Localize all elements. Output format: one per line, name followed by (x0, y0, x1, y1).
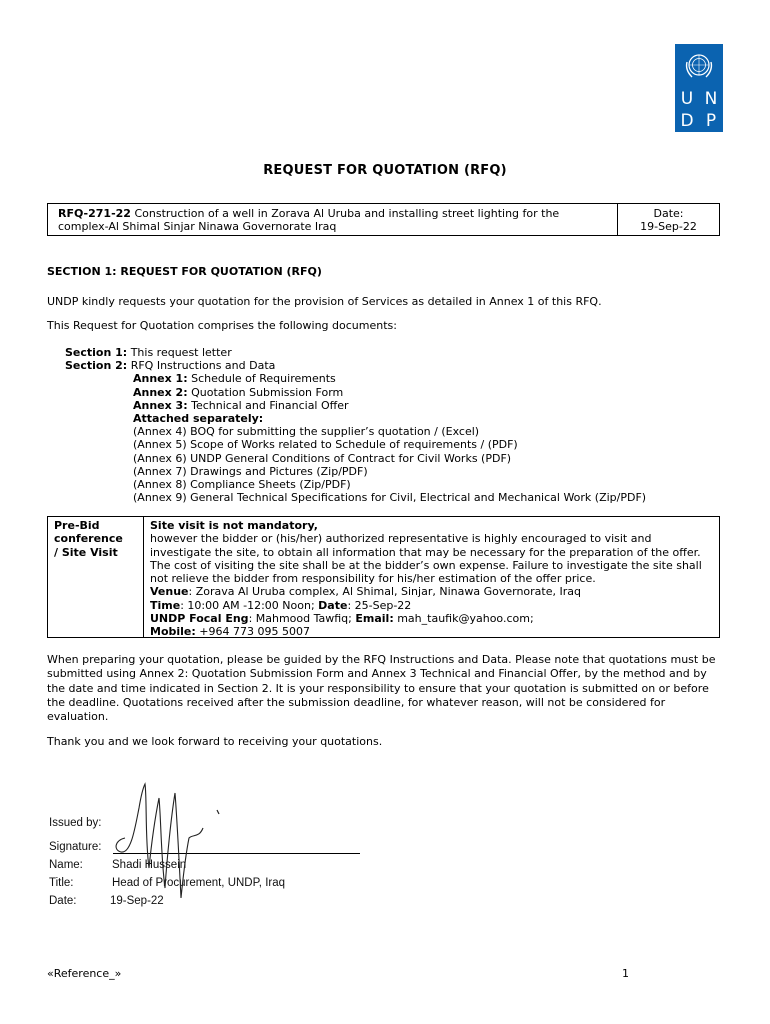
date-label: Date: (49, 895, 77, 907)
rfq-reference: RFQ-271-22 (58, 207, 131, 220)
list-item: Annex 1: Schedule of Requirements (133, 372, 336, 386)
title-label: Title: (49, 877, 74, 889)
mobile-line: Mobile: +964 773 095 5007 (150, 625, 310, 639)
rfq-date-label: Date: (653, 207, 684, 220)
rfq-date-value: 19-Sep-22 (640, 220, 697, 233)
logo-letter: N (704, 89, 718, 109)
rfq-header-table (47, 203, 720, 236)
prebid-label-cell: Pre-Bid conference / Site Visit (48, 517, 144, 637)
documents-list (65, 346, 646, 504)
logo-letter: U (680, 89, 694, 109)
venue-line: Venue: Zorava Al Uruba complex, Al Shimal, Sinjar, Ninawa Governorate, Iraq (150, 585, 581, 599)
list-item: (Annex 9) General Technical Specifications for Civil, Electrical and Mechanical Work (Zip/PDF) (133, 491, 647, 505)
comprises-text: This Request for Quotation comprises the following documents: (47, 319, 397, 332)
site-visit-heading: Site visit is not mandatory, (150, 519, 318, 532)
logo-letter: D (680, 111, 694, 131)
title-value: Head of Procurement, UNDP, Iraq (112, 877, 286, 889)
prebid-table (47, 516, 720, 638)
signature-label: Signature: (49, 841, 102, 853)
list-item: Section 2: RFQ Instructions and Data (65, 359, 276, 373)
time-line: Time: 10:00 AM -12:00 Noon; Date: 25-Sep-22 (150, 598, 412, 612)
site-visit-body: however the bidder or (his/her) authorized representative is highly encouraged to visit and investigate the site, to obtain all information that may be necessary for the preparation of the offer. The cost of visiting the site shall be at the bidder’s own expense. Failure to investigate the site shall not relieve the bidder from responsibility for his/her estimation of the offer price. (150, 532, 702, 586)
page-number: 1 (622, 967, 629, 980)
document-title: REQUEST FOR QUOTATION (RFQ) (263, 163, 507, 178)
footer-reference: «Reference_» (47, 967, 122, 980)
logo-letter: P (705, 111, 717, 131)
prebid-details-cell (144, 517, 719, 637)
list-item: (Annex 4) BOQ for submitting the supplier’s quotation / (Excel) (133, 425, 480, 439)
rfq-description: Construction of a well in Zorava Al Uruba and installing street lighting for the complex-Al Shimal Sinjar Ninawa Governorate Iraq (58, 207, 560, 233)
closing-paragraph: When preparing your quotation, please be guided by the RFQ Instructions and Data. Please note that quotations must be submitted using Annex 2: Quotation Submission Form and Annex 3 Technical and Financial Offer, by the method and by the date and time indicated in Section 2. It is your responsibility to ensure that your quotation is submitted on or before the deadline. Quotations received after the submission deadline, for whatever reason, will not be considered for evaluation. (47, 653, 716, 724)
focal-line: UNDP Focal Eng: Mahmood Tawfiq; Email: mah_taufik@yahoo.com; (150, 612, 534, 626)
intro-text: UNDP kindly requests your quotation for the provision of Services as detailed in Annex 1 of this RFQ. (47, 295, 602, 308)
attached-separately-heading: Attached separately: (133, 412, 264, 426)
list-item: (Annex 6) UNDP General Conditions of Contract for Civil Works (PDF) (133, 451, 512, 465)
rfq-description-cell (48, 204, 618, 235)
list-item: (Annex 8) Compliance Sheets (Zip/PDF) (133, 478, 351, 492)
list-item: (Annex 5) Scope of Works related to Schedule of requirements / (PDF) (133, 438, 518, 452)
handwritten-signature (105, 778, 235, 908)
list-item: Section 1: This request letter (65, 346, 232, 359)
thanks-paragraph: Thank you and we look forward to receiving your quotations. (47, 735, 383, 748)
list-item: Annex 3: Technical and Financial Offer (133, 398, 349, 412)
list-item: (Annex 7) Drawings and Pictures (Zip/PDF) (133, 464, 368, 478)
undp-logo (675, 44, 723, 132)
un-emblem-icon (683, 50, 715, 82)
rfq-date-cell (618, 204, 719, 235)
date-value: 19-Sep-22 (110, 895, 164, 907)
section-heading: SECTION 1: REQUEST FOR QUOTATION (RFQ) (47, 265, 322, 278)
name-value: Shadi Hussein (112, 859, 187, 871)
name-label: Name: (49, 859, 83, 871)
issued-by-label: Issued by: (49, 817, 102, 829)
list-item: Annex 2: Quotation Submission Form (133, 385, 344, 399)
